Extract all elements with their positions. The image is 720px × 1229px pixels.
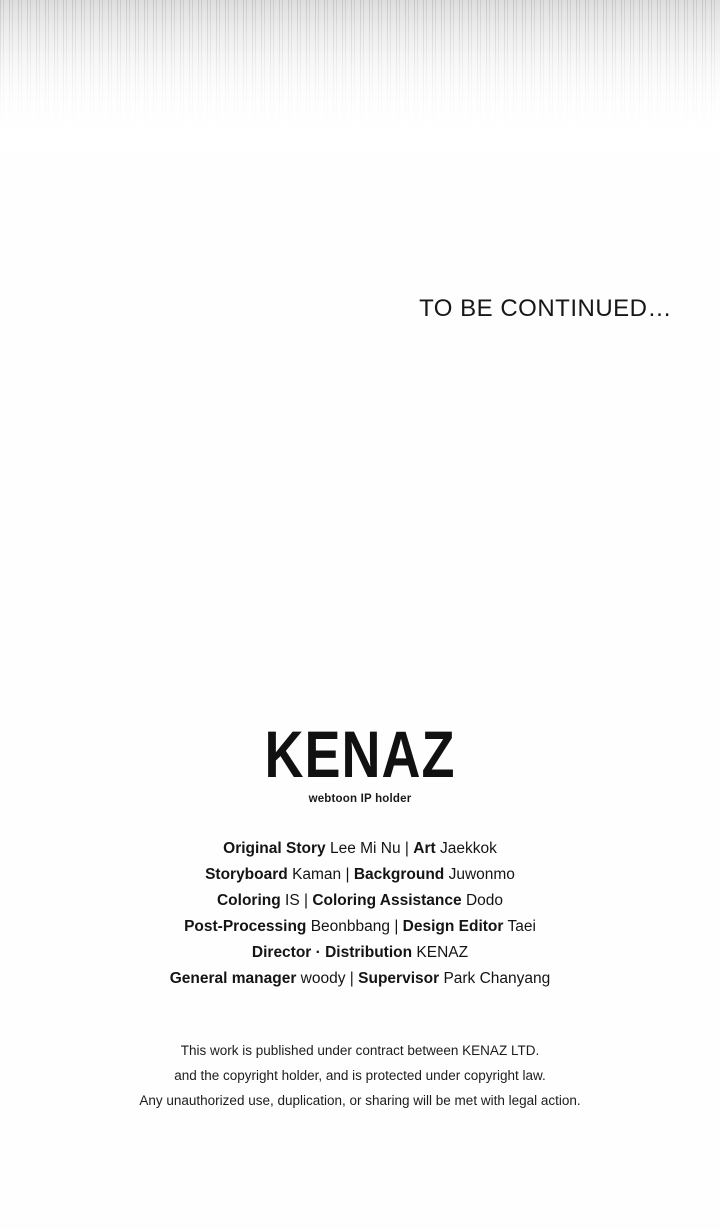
credit-role: Post-Processing	[184, 918, 307, 935]
credit-line	[0, 836, 720, 862]
legal-line: Any unauthorized use, duplication, or sharing will be met with legal action.	[139, 1093, 581, 1108]
credit-name: Lee Mi Nu	[329, 840, 401, 857]
top-texture-fade-overlay	[0, 0, 720, 150]
credit-separator: |	[303, 892, 309, 909]
credit-name: Juwonmo	[448, 866, 515, 883]
publisher-logo-block	[0, 718, 720, 805]
credits-block	[0, 836, 720, 992]
credit-line	[0, 862, 720, 888]
credit-role: Coloring Assistance	[312, 892, 462, 909]
credit-name: IS	[285, 892, 300, 909]
kenaz-tagline: webtoon IP holder	[308, 793, 412, 805]
credit-name: Taei	[507, 918, 536, 935]
credit-line	[0, 940, 720, 966]
credit-separator: |	[345, 866, 350, 883]
credit-name: Jaekkok	[439, 840, 497, 857]
credit-role: Background	[353, 866, 445, 883]
credit-name: KENAZ	[416, 944, 469, 961]
credit-separator: |	[349, 970, 354, 987]
credit-role: Design Editor	[402, 918, 504, 935]
legal-notice-block	[0, 1038, 720, 1113]
credit-role: Coloring	[216, 892, 281, 909]
credit-separator: |	[404, 840, 409, 857]
credit-line	[0, 888, 720, 914]
credit-name: Kaman	[292, 866, 342, 883]
legal-line: and the copyright holder, and is protected under copyright law.	[174, 1068, 546, 1083]
credit-name: Beonbbang	[310, 918, 391, 935]
credit-separator: |	[394, 918, 399, 935]
credit-name: woody	[300, 970, 346, 987]
credit-role: Storyboard	[205, 866, 288, 883]
to-be-continued-text: TO BE CONTINUED…	[419, 295, 672, 322]
credit-line	[0, 914, 720, 940]
credit-role: Art	[413, 840, 436, 857]
kenaz-wordmark: KENAZ	[264, 718, 456, 792]
legal-line: This work is published under contract between KENAZ LTD.	[180, 1043, 540, 1058]
credit-name: Dodo	[465, 892, 503, 909]
credit-role: General manager	[169, 970, 297, 987]
credit-name: Park Chanyang	[443, 970, 551, 987]
credit-role: Director · Distribution	[251, 944, 413, 961]
credit-line	[0, 966, 720, 992]
credit-role: Original Story	[223, 840, 326, 857]
credit-role: Supervisor	[358, 970, 440, 987]
